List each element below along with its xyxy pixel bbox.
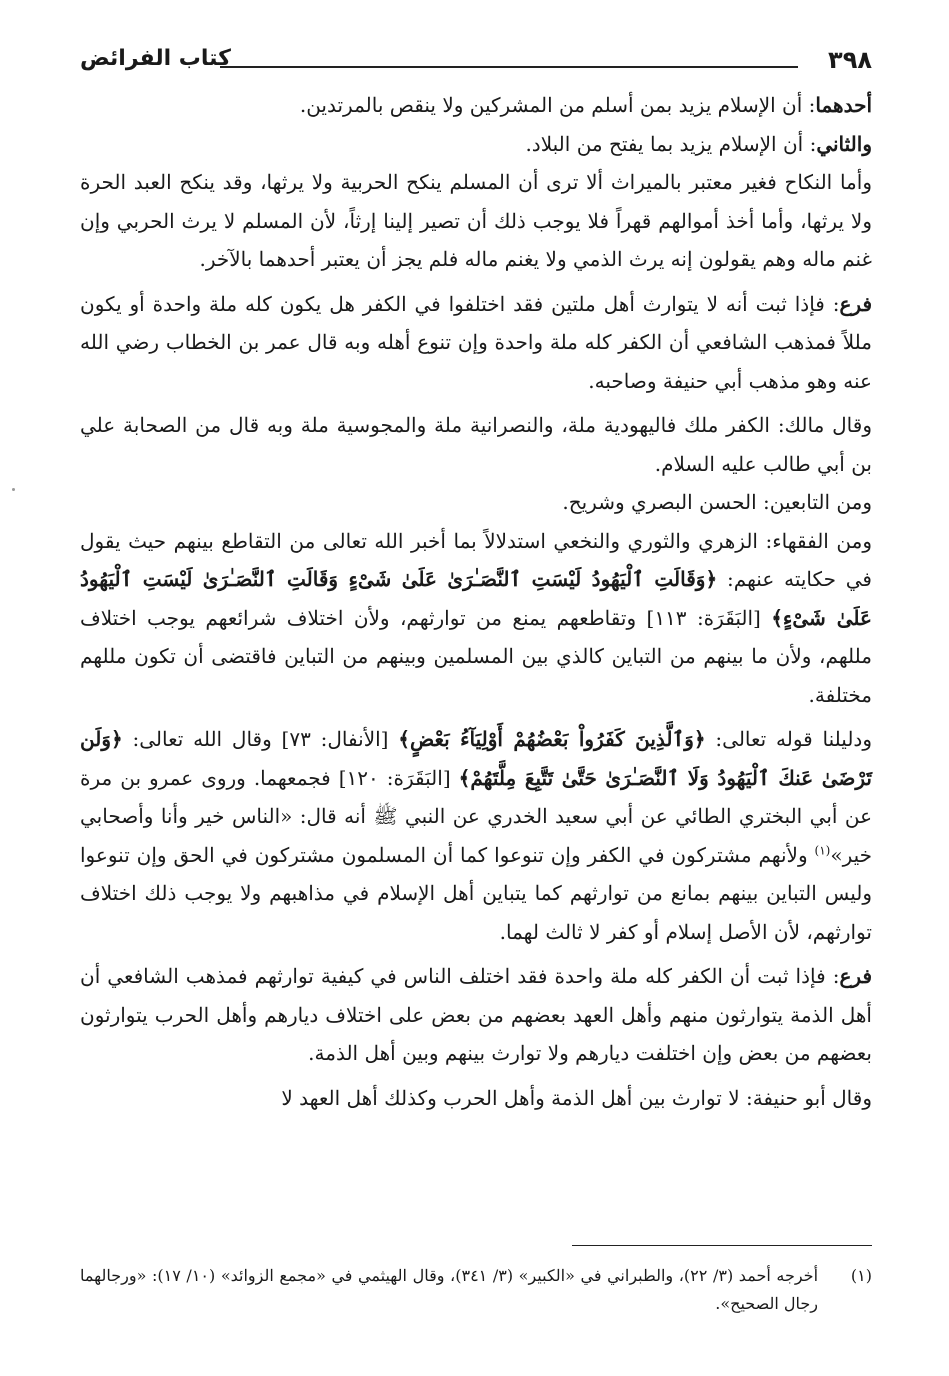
paragraph-text: وقال أبو حنيفة: لا توارث بين أهل الذمة وأهل الحرب وكذلك أهل العهد لا — [281, 1085, 872, 1110]
paragraph — [80, 483, 872, 522]
body-text — [80, 86, 872, 1117]
paragraph-text: [البَقَرَة: ١٢٠] فجمعهما. وروى عمرو بن مرة عن أبي البختري الطائي عن أبي سعيد الخدري عن النبي ﷺ أنه قال: «الناس خير وأنا وأصحابي خير» — [80, 765, 872, 867]
paragraph-text: : فإذا ثبت أنه لا يتوارث أهل ملتين فقد اختلفوا في الكفر هل يكون كله ملة واحدة أو يكون مللاً فمذهب الشافعي أن الكفر كله ملة واحدة وإن تنوع أهله وبه قال عمر بن الخطاب رضي الله عنه وهو مذهب أبي حنيفة وصاحبه. — [80, 291, 872, 393]
paragraph-text: ومن الفقهاء: الزهري والثوري والنخعي استدلالاً بما أخبر الله تعالى من التقاطع بينهم حيث يقول في حكايته عنهم: — [80, 528, 872, 591]
paragraph-text: : أن الإسلام يزيد بمن أسلم من المشركين ولا ينقص بالمرتدين. — [299, 93, 816, 117]
paragraph — [80, 1079, 872, 1118]
paragraph-text: ولأنهم مشتركون في الكفر وإن تنوعوا كما أن المسلمون مشتركون في الحق وإن تنوعوا وليس التباين بينهم بمانع من توارثهم كما يتباين أهل الإسلام في مذاهبهم ولا يوجب ذلك اختلاف توارثهم، لأن الأصل إسلام أو كفر لا ثالث لهما. — [80, 842, 872, 944]
paragraph — [80, 285, 872, 401]
paragraph — [80, 86, 872, 125]
quran-verse: ﴿وَلَن تَرْضَىٰ عَنكَ ٱلْيَهُودُ وَلَا ٱلنَّصَـٰرَىٰ حَتَّىٰ تَتَّبِعَ مِلَّتَهُمْ﴾ — [80, 727, 873, 790]
paragraph-text: وقال مالك: الكفر ملك فاليهودية ملة، والنصرانية ملة والمجوسية ملة وبه قال من الصحابة علي بن أبي طالب عليه السلام. — [80, 413, 872, 476]
paragraph-text: : أن الإسلام يزيد بما يفتح من البلاد. — [525, 131, 817, 156]
page-number: ٣٩٨ — [828, 46, 872, 74]
footnote-reference[interactable]: (١) — [814, 842, 831, 857]
scan-speck — [12, 488, 15, 491]
footnote-marker: (١) — [850, 1266, 872, 1285]
quran-verse: ﴿وَقَالَتِ ٱلْيَهُودُ لَيْسَتِ ٱلنَّصَـٰرَىٰ عَلَىٰ شَىْءٍ وَقَالَتِ ٱلنَّصَـٰرَىٰ لَيْسَتِ ٱلْيَهُودُ عَلَىٰ شَىْءٍ﴾ — [80, 567, 872, 630]
footnote-rule — [572, 1245, 872, 1246]
paragraph-lead: أحدهما — [815, 93, 872, 117]
paragraph-text: ومن التابعين: الحسن البصري وشريح. — [562, 490, 872, 514]
footnote — [80, 1262, 872, 1318]
page-header — [80, 40, 872, 84]
footnote-text: أخرجه أحمد (٣/ ٢٢)، والطبراني في «الكبير» (٣/ ٣٤١)، وقال الهيثمي في «مجمع الزوائد» (١٠/ ١٧): «ورجالهما رجال الصحيح». — [80, 1266, 819, 1313]
paragraph-lead: والثاني — [816, 131, 872, 156]
paragraph — [80, 720, 872, 951]
paragraph-text: [الأنفال: ٧٣] وقال الله تعالى: — [122, 727, 399, 751]
book-title: كتاب الفرائض — [80, 46, 231, 71]
paragraph — [80, 957, 872, 1073]
paragraph-text: : فإذا ثبت أن الكفر كله ملة واحدة فقد اختلف الناس في كيفية توارثهم فمذهب الشافعي أن أهل الذمة يتوارثون منهم وأهل العهد بعضهم من بعض على اختلاف ديارهم وأهل الحرب يتوارثون بعضهم من بعض وإن اختلفت ديارهم ولا توارث بينهم وبين أهل الذمة. — [80, 964, 872, 1065]
paragraph — [80, 163, 872, 279]
paragraph-text: [البَقَرَة: ١١٣] وتقاطعهم يمنع من توارثهم، ولأن اختلاف شرائعهم يوجب اختلاف مللهم، ولأن ما بينهم من التباين كالذي بين المسلمين وبينهم من التباين فاقتضى أن تكون مللهم مختلفة. — [80, 605, 872, 707]
header-rule — [220, 66, 798, 68]
paragraph-lead: فرع — [839, 964, 872, 988]
paragraph — [80, 522, 872, 715]
paragraph-text: وأما النكاح فغير معتبر بالميراث ألا ترى أن المسلم ينكح الحربية ولا يرثها، وقد ينكح العبد الحرة ولا يرثها، وأما أخذ أموالهم قهراً فلا يوجب ذلك أن تصير إلينا إرثاً، لأن المسلم لا يرث الحربي وإن غنم ماله وهم يقولون إنه يرث الذمي ولا يغنم ماله فلم يجز أن يعتبر أحدهما بالآخر. — [80, 170, 872, 271]
paragraph-text: ودليلنا قوله تعالى: — [705, 727, 872, 751]
paragraph — [80, 125, 872, 164]
document-page — [80, 40, 872, 1360]
paragraph — [80, 406, 872, 483]
quran-verse: ﴿وَٱلَّذِينَ كَفَرُواْ بَعْضُهُمْ أَوْلِيَآءُ بَعْضٍ﴾ — [398, 727, 706, 751]
paragraph-lead: فرع — [839, 291, 872, 316]
